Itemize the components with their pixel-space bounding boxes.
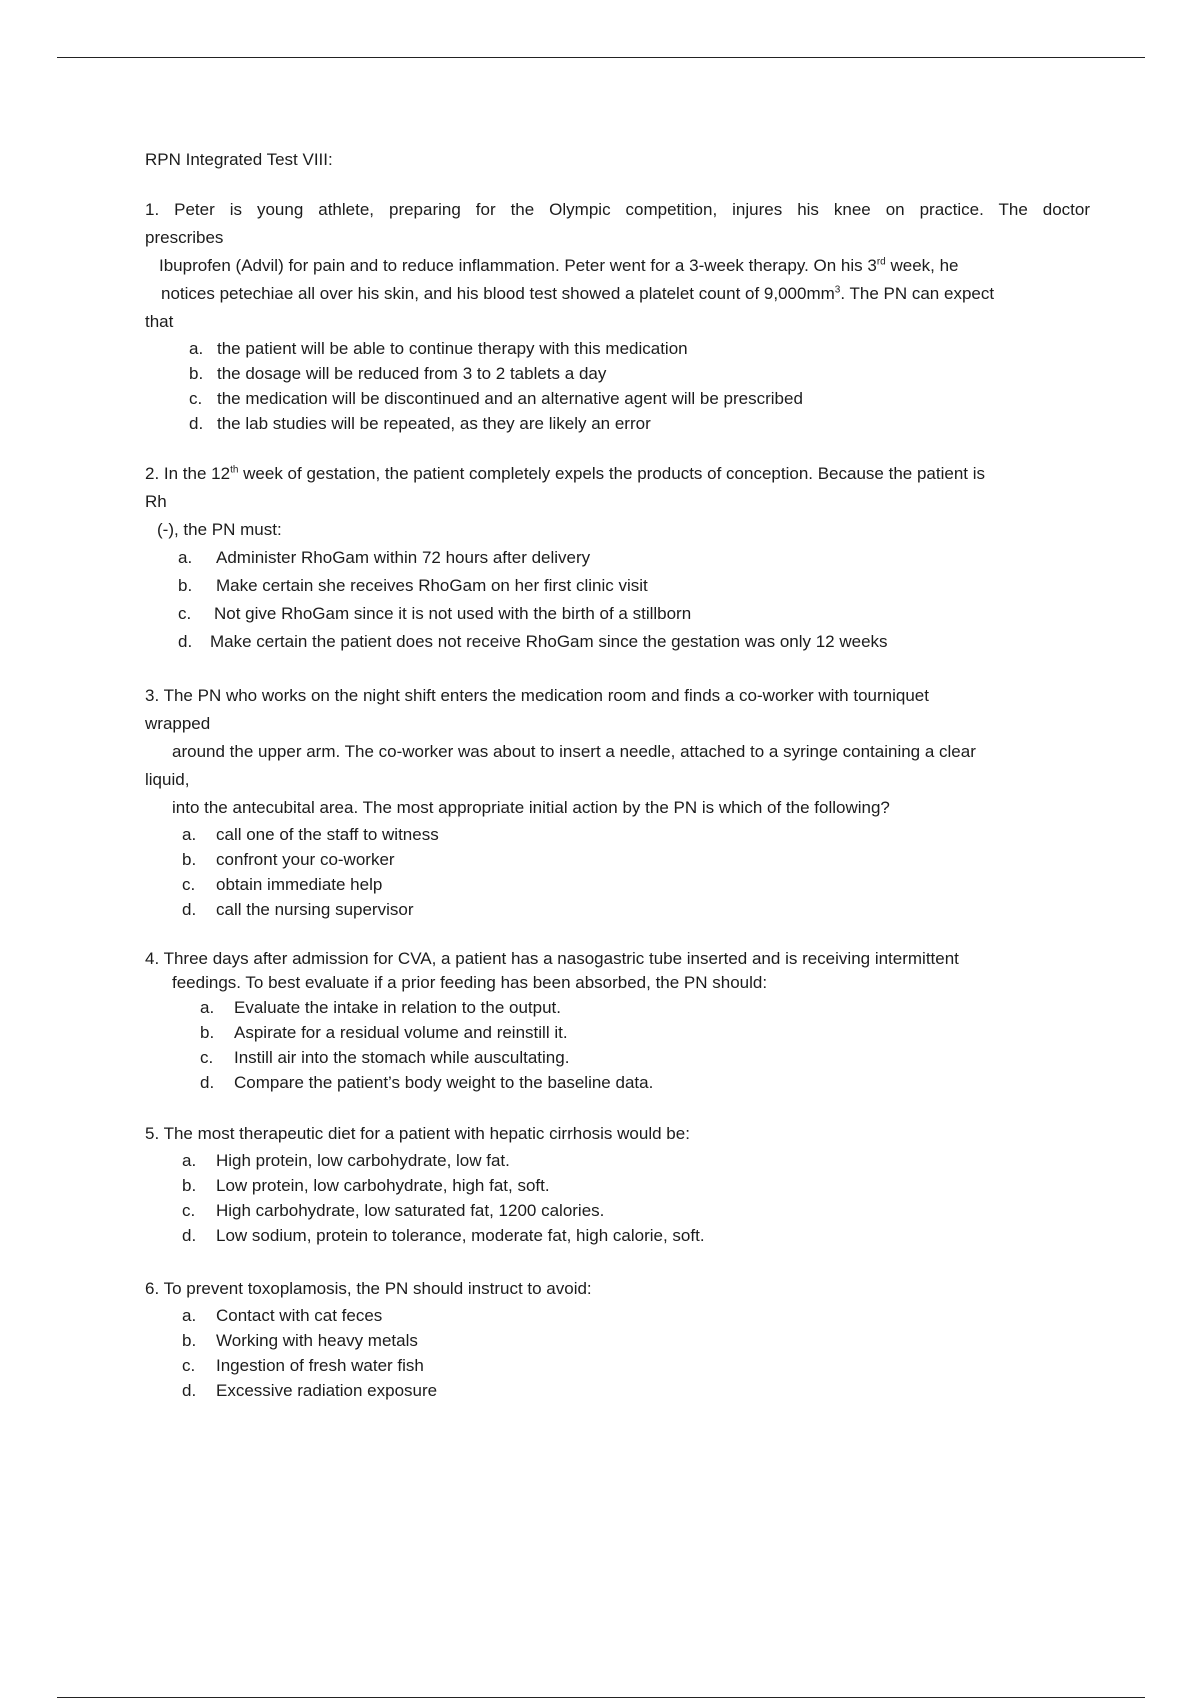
question-6: [145, 1275, 1090, 1403]
question-text-line: liquid,: [145, 770, 190, 789]
answer-option-d[interactable]: d. Compare the patient’s body weight to the baseline data.: [200, 1073, 654, 1092]
answer-option-b[interactable]: b. Working with heavy metals: [182, 1331, 418, 1350]
answer-option-a[interactable]: a. Contact with cat feces: [182, 1306, 383, 1325]
question-text-line: 5. The most therapeutic diet for a patient with hepatic cirrhosis would be:: [145, 1124, 690, 1143]
answer-option-d[interactable]: d. call the nursing supervisor: [182, 900, 414, 919]
answer-option-a[interactable]: a. call one of the staff to witness: [182, 825, 439, 844]
answer-options: [182, 1303, 1090, 1403]
question-text-line: prescribes: [145, 228, 224, 247]
answer-option-a[interactable]: a. the patient will be able to continue therapy with this medication: [189, 339, 688, 358]
answer-option-b[interactable]: b. the dosage will be reduced from 3 to 2 tablets a day: [189, 364, 607, 383]
answer-option-a[interactable]: a. Administer RhoGam within 72 hours after delivery: [178, 548, 591, 567]
answer-option-a[interactable]: a. Evaluate the intake in relation to the output.: [200, 998, 562, 1017]
question-2: [145, 460, 1090, 656]
question-text-line: feedings. To best evaluate if a prior feeding has been absorbed, the PN should:: [172, 973, 768, 992]
answer-option-b[interactable]: b. Low protein, low carbohydrate, high fat, soft.: [182, 1176, 550, 1195]
question-1: [145, 196, 1090, 436]
question-3: [145, 682, 1090, 922]
answer-option-b[interactable]: b. confront your co-worker: [182, 850, 395, 869]
answer-options: [178, 544, 1090, 656]
answer-options: [200, 995, 1090, 1095]
question-text-line: that: [145, 312, 174, 331]
answer-options: [182, 822, 1090, 922]
question-text-line: 4. Three days after admission for CVA, a patient has a nasogastric tube inserted and is receiving intermittent: [145, 949, 959, 968]
question-text-line: 1. Peter is young athlete, preparing for the Olympic competition, injures his knee on practice. The doctor: [145, 200, 1090, 219]
answer-option-d[interactable]: d. the lab studies will be repeated, as they are likely an error: [189, 414, 651, 433]
question-text-line: 3. The PN who works on the night shift enters the medication room and finds a co-worker with tourniquet: [145, 686, 929, 705]
answer-option-c[interactable]: c. High carbohydrate, low saturated fat, 1200 calories.: [182, 1201, 605, 1220]
answer-option-a[interactable]: a. High protein, low carbohydrate, low fat.: [182, 1151, 510, 1170]
answer-options: [182, 1148, 1090, 1248]
question-text-line: 6. To prevent toxoplamosis, the PN should instruct to avoid:: [145, 1279, 592, 1298]
question-text-line: into the antecubital area. The most appropriate initial action by the PN is which of the following?: [172, 798, 890, 817]
answer-option-b[interactable]: b. Aspirate for a residual volume and reinstill it.: [200, 1023, 568, 1042]
answer-option-c[interactable]: c. the medication will be discontinued and an alternative agent will be prescribed: [189, 389, 803, 408]
question-5: [145, 1120, 1090, 1248]
question-text-line: Rh: [145, 492, 167, 511]
document-body: [145, 146, 1090, 1403]
question-text-line: Ibuprofen (Advil) for pain and to reduce inflammation. Peter went for a 3-week therapy. On his 3rd week, he: [159, 256, 959, 275]
answer-option-d[interactable]: d. Low sodium, protein to tolerance, moderate fat, high calorie, soft.: [182, 1226, 705, 1245]
answer-option-b[interactable]: b. Make certain she receives RhoGam on her first clinic visit: [178, 576, 648, 595]
page-title: RPN Integrated Test VIII:: [145, 150, 333, 169]
question-4: [145, 947, 1090, 1095]
answer-options: [189, 336, 1090, 436]
header-rule: [57, 57, 1145, 58]
question-text-line: notices petechiae all over his skin, and his blood test showed a platelet count of $9,000mm^3$. The PN can expect: [161, 284, 995, 303]
answer-option-c[interactable]: c. Not give RhoGam since it is not used with the birth of a stillborn: [178, 604, 692, 623]
answer-option-c[interactable]: c. obtain immediate help: [182, 875, 383, 894]
answer-option-c[interactable]: c. Ingestion of fresh water fish: [182, 1356, 424, 1375]
footer-rule: [57, 1697, 1145, 1698]
question-text-line: wrapped: [145, 714, 211, 733]
question-text-line: around the upper arm. The co-worker was about to insert a needle, attached to a syringe containing a clear: [172, 742, 976, 761]
answer-option-d[interactable]: d. Excessive radiation exposure: [182, 1381, 438, 1400]
answer-option-d[interactable]: d. Make certain the patient does not receive RhoGam since the gestation was only 12 weeks: [178, 632, 888, 651]
question-text-line: (-), the PN must:: [157, 520, 282, 539]
answer-option-c[interactable]: c. Instill air into the stomach while auscultating.: [200, 1048, 570, 1067]
question-text-line: 2. In the 12th week of gestation, the patient completely expels the products of conception. Because the patient is: [145, 464, 985, 483]
